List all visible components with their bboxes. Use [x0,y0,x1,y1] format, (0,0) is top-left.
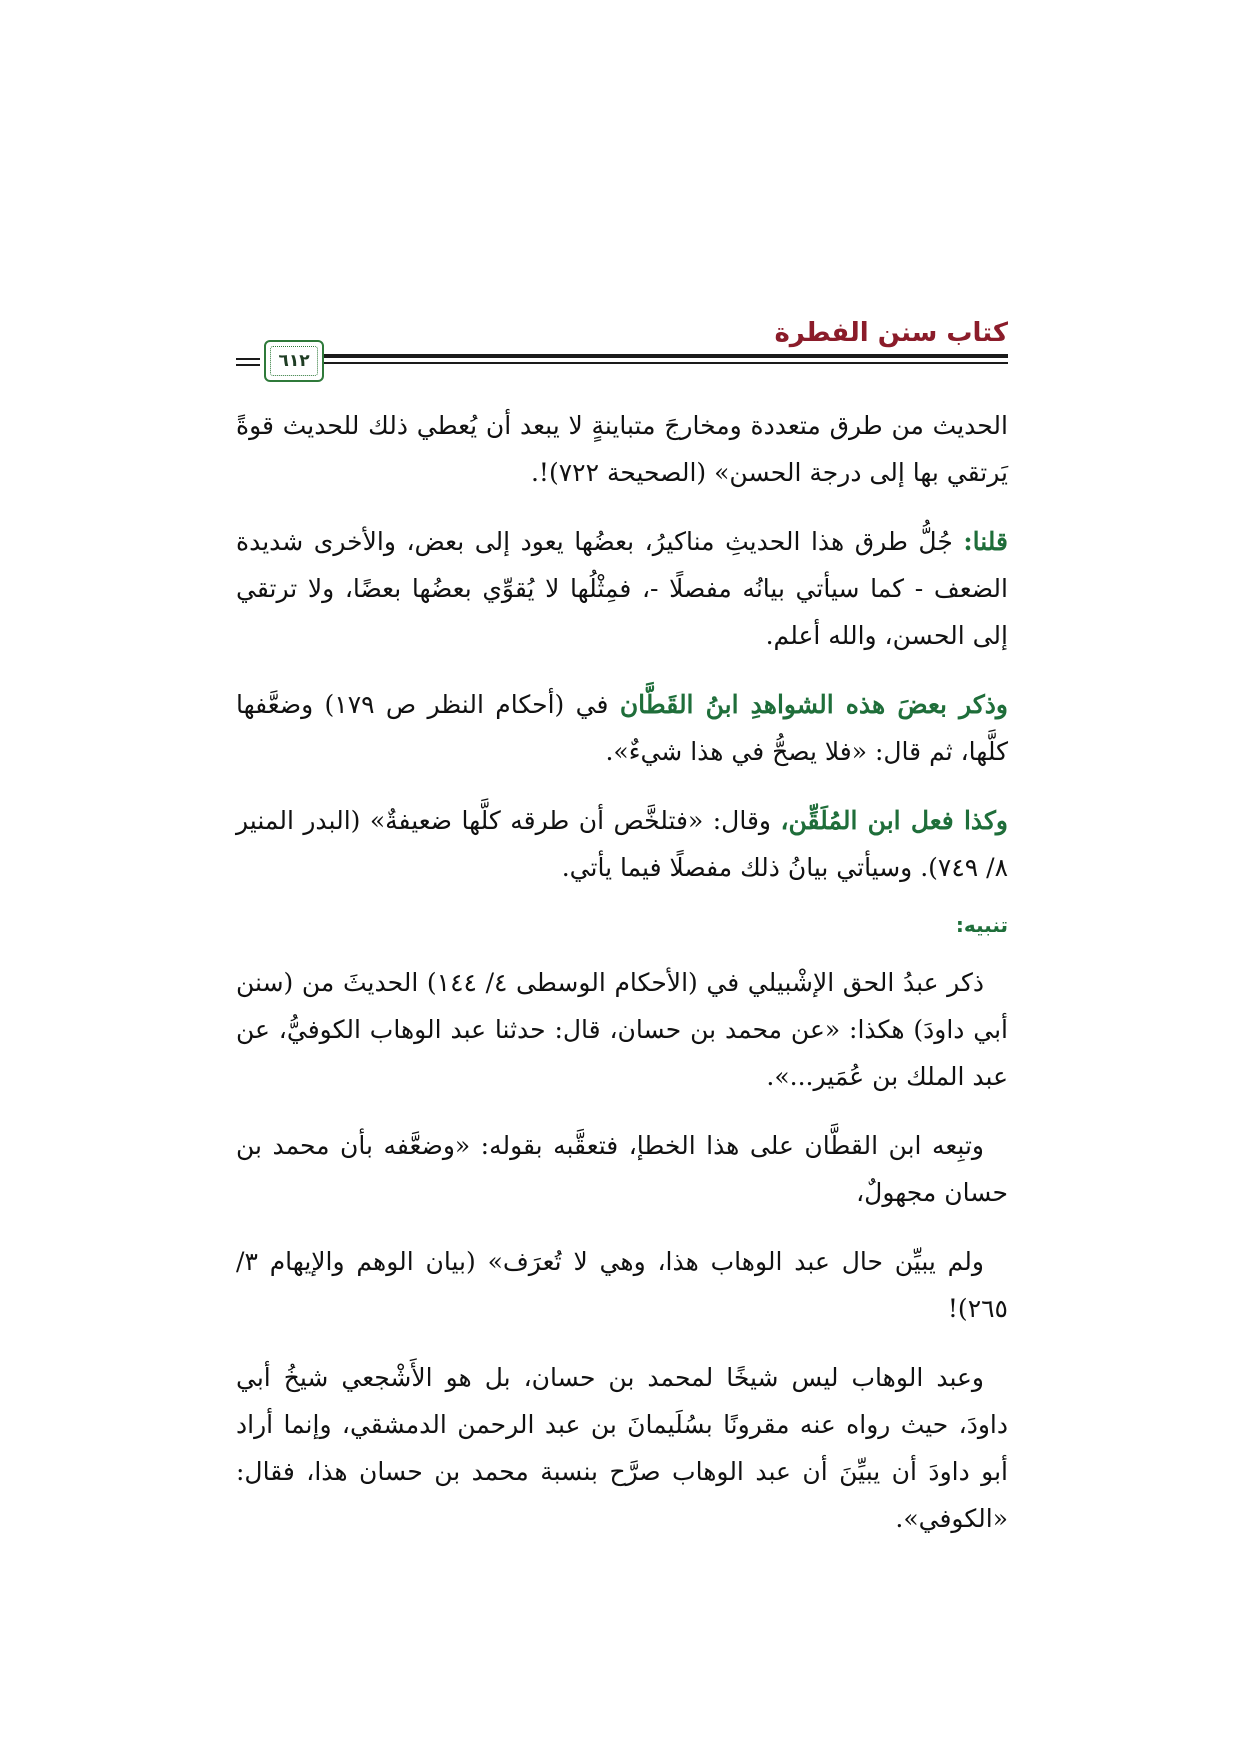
notice-heading: تنبيه: [955,913,1008,937]
paragraph-4 [236,797,1008,891]
notice-paragraph-2: وتبِعه ابن القطَّان على هذا الخطإ، فتعقَّبه بقوله: «وضعَّفه بأن محمد بن حسان مجهولٌ، [236,1131,1008,1207]
paragraph-4-lead: وكذا فعل ابن المُلَقِّن، [780,806,1009,835]
page-number: ٦١٢ [270,346,318,376]
header-rule-left-bottom [236,364,260,366]
notice-paragraph-4: وعبد الوهاب ليس شيخًا لمحمد بن حسان، بل هو الأَشْجعي شيخُ أبي داودَ، حيث رواه عنه مقرونًا بسُلَيمانَ بن عبد الرحمن الدمشقي، وإنما أراد أبو داودَ أن يبيِّنَ أن عبد الوهاب صرَّح بنسبة محمد بن حسان هذا، فقال: «الكوفي». [236,1363,1008,1533]
paragraph-1 [236,402,1008,496]
paragraph-2 [236,518,1008,659]
paragraph-4-text: وقال: «فتلخَّص أن طرقه كلَّها ضعيفةٌ» (البدر المنير ٨/ ٧٤٩). وسيأتي بيانُ ذلك مفصلًا فيما يأتي. [236,806,1008,882]
page-header [236,318,1008,388]
notice-paragraph-1: ذكر عبدُ الحق الإشْبيلي في (الأحكام الوسطى ٤/ ١٤٤) الحديثَ من (سنن أبي داودَ) هكذا: «عن محمد بن حسان، قال: حدثنا عبد الوهاب الكوفيُّ، عن عبد الملك بن عُمَير...». [236,968,1008,1091]
header-rule-left-top [236,358,260,360]
page-number-badge [264,340,324,382]
paragraph-2-lead: قلنا: [963,527,1008,556]
header-rule-thick [268,354,1008,358]
paragraph-3-text: في (أحكام النظر ص ١٧٩) وضعَّفها كلَّها، ثم قال: «فلا يصحُّ في هذا شيءٌ». [236,690,1008,766]
header-rule-thin [268,362,1008,364]
paragraph-3-lead: وذكر بعضَ هذه الشواهدِ ابنُ القَطَّان [619,690,1008,719]
book-title: كتاب سنن الفطرة [774,318,1008,348]
paragraph-2-text: جُلُّ طرق هذا الحديثِ مناكيرُ، بعضُها يعود إلى بعض، والأخرى شديدة الضعف - كما سيأتي بيانُه مفصلًا -، فمِثْلُها لا يُقوِّي بعضُها بعضًا، ولا ترتقي إلى الحسن، والله أعلم. [236,527,1008,650]
notice-paragraph-3: ولم يبيِّن حال عبد الوهاب هذا، وهي لا تُعرَف» (بيان الوهم والإيهام ٣/ ٢٦٥)! [236,1247,1008,1323]
paragraph-3 [236,681,1008,775]
paragraph-1-text: الحديث من طرق متعددة ومخارجَ متباينةٍ لا يبعد أن يُعطي ذلك للحديث قوةً يَرتقي بها إلى درجة الحسن» (الصحيحة ٧٢٢)!. [236,411,1008,487]
page-content [236,402,1008,1564]
